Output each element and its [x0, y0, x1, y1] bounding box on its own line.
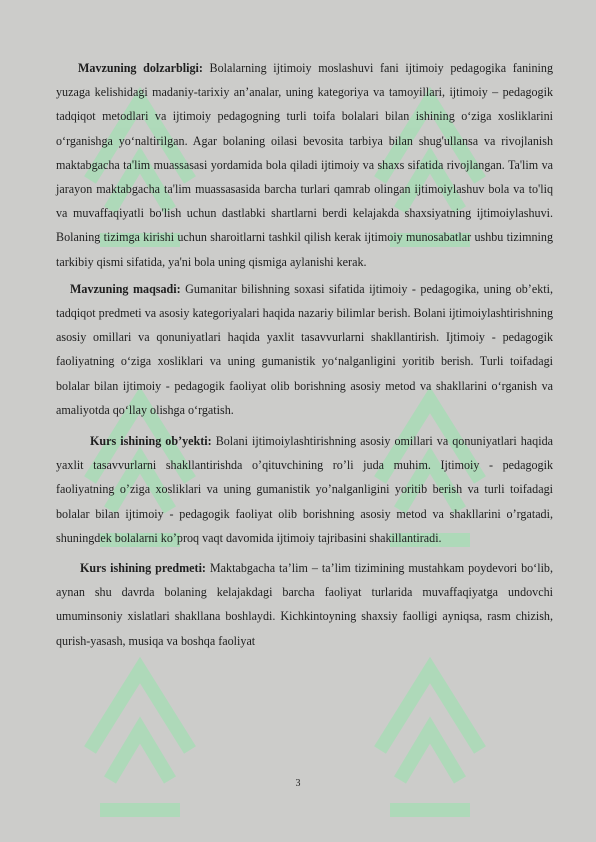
paragraph-heading: Mavzuning maqsadi: — [70, 281, 181, 296]
page-number: 3 — [295, 778, 301, 789]
paragraph-goal — [56, 277, 553, 422]
paragraph-body: Bolalarning ijtimoiy moslashuvi fani ijtimoiy pedagogika fanining yuzaga kelishidagi madaniy-tarixiy an’analar, uning kategoriya va tamoyillari, ijtimoiy – pedagogik tadqiqot metodlari va ijtimoiy pedagogning turli toifa bolalari bilan ishining o‘ziga xosliklarini o‘rganishga yo‘naltirilgan. Agar bolaning oilasi bevosita tarbiya bilan shug'ullansa va rivojlanish maktabgacha ta'lim muassasasi yordamida bola qiladi ijtimoiy va shaxs sifatida rivojlangan. Ta'lim va jarayon maktabgacha ta'lim muassasasida barcha turlari qamrab olingan ijtimoiylashuv bola va to'liq va muvaffaqiyatli bo'lish uchun dastlabki shartlarni berdi kelajakda shaxsiyatning ijtimoiylashuvi. Bolaning tizimga kirishi uchun sharoitlarni tashkil qilish kerak ijtimoiy munosabatlar ushbu tizimning tarkibiy qismi sifatida, ya'ni bola uning qismiga aylanishi kerak. — [56, 61, 554, 269]
paragraph-heading: Mavzuning dolzarbligi: — [78, 61, 203, 75]
body-text — [56, 56, 553, 653]
paragraph-body: Gumanitar bilishning soxasi sifatida ijtimoiy - pedagogika, uning ob’ekti, tadqiqot predmeti va asosiy kategoriyalari haqida nazariy bilimlar berish. Bolani ijtimoiylashtirishning asosiy omillari va qonuniyatlari haqida yaxlit tasavvurlarni shakllantirish. Ijtimoiy - pedagogik faoliyatning o‘ziga xosliklari va uning gumanistik yo‘nalganligini yoritib berish. Turli toifadagi bolalar bilan ijtimoiy - pedagogik faoliyat olib borishning asosiy metod va shakllarini o‘rganish va amaliyotda qo‘llay olishga o‘rgatish. — [56, 281, 553, 417]
paragraph-heading: Kurs ishining ob’yekti: — [90, 434, 212, 449]
paragraph-object — [56, 429, 553, 550]
watermark-logo-icon — [70, 630, 210, 820]
paragraph-heading: Kurs ishining predmeti: — [80, 561, 206, 576]
paragraph-relevance — [56, 56, 553, 274]
paragraph-body: Bolani ijtimoiylashtirishning asosiy omillari va qonuniyatlari haqida yaxlit tasavvurlarni shakllantirishda o’qituvchining ro’li juda muhim. Ijtimoiy - pedagogik faoliyatning o’ziga xosliklari va uning gumanistik yo’nalganligini yoritib berish va turli toifadagi bolalar bilan ijtimoiy - pedagogik faoliyat olib borishning asosiy metod va shakllarini o’rgatadi, shuningdek bolalarni ko’proq vaqt davomida ijtimoiy tajribasini shakillantiradi. — [56, 434, 553, 545]
paragraph-body: Maktabgacha ta’lim – ta’lim tizimining mustahkam poydevori bo‘lib, aynan shu davrda bolaning kelajakdagi barcha faoliyat turlarida muvaffaqiyatga undovchi umuminsoniy xislatlari shakllana boshlaydi. Kichkintoyning shaxsiy faolligi ayniqsa, rasm chizish, qurish-yasash, musiqa va boshqa faoliyat — [56, 561, 554, 648]
paragraph-subject — [56, 556, 553, 653]
watermark-logo-icon — [360, 630, 500, 820]
